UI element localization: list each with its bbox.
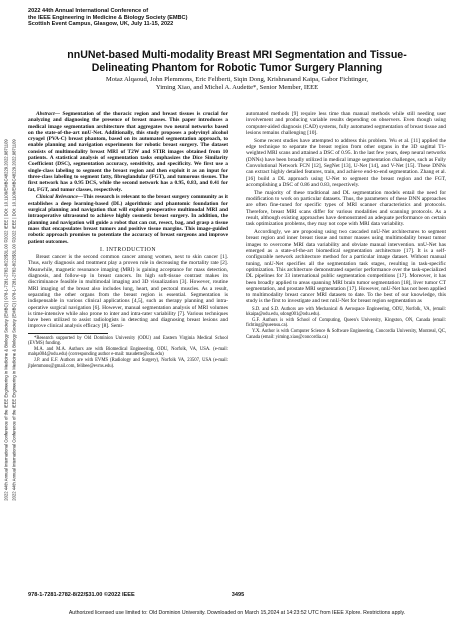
footnote: Y.X. Author is with Computer Science & Software Engineering, Concordia University, Montreal, QC, Canada (email: yiming.xiao@concordia.ca) [246,329,446,340]
copyright-line: 978-1-7281-2782-8/22/$31.00 ©2022 IEEE [28,592,135,598]
author-line: Motaz Alqaoud, John Plemmons, Eric Feliberti, Siqin Dong, Krishnanand Kaipa, Gabor Fichtinger, [105,76,369,83]
conference-line: Scottish Event Campus, Glasgow, UK, July 11-15, 2022 [28,21,174,28]
body-paragraph: Breast cancer is the second common cancer among women, next to skin cancer [1]. Thus, early diagnosis and treatment play a proven role in decreasing the mortality rate [2]. Meanwhile, magnetic resonance imaging (MRI) is gaining acceptance for mass detection, diagnosis, and follow-up in breast cancers. Its high soft-tissue contrast makes its discriminance feasible in multimodal imaging and 3D visualization [3]. However, routine MRI imaging of the breast also includes lung, heart, and pectoral muscles. As a result, separating the other organs from the breast region is essential. Segmentation is indispensable in various clinical applications [4,5], such as therapy planning and intra-operative surgical navigation [6]. However, manual segmentation analysis of MRI volumes is time-intensive while also prone to inter and intra-rater variability [7]. Various techniques have been utilized to assist radiologists in detecting and diagnosing breast lesions and improve clinical analysis efficacy [8]. Semi- [28,254,228,330]
abstract-text: Segmentation of the thoracic region and breast tissues is crucial for analyzing and diagnosing the presence of breast masses. This paper introduces a medical image segmentation architecture that aggregates two neural networks based on the state-of-the-art nnU-Net. Additionally, this study proposes a polyvinyl alcohol cryogel (PVA-C) breast phantom, based on its automated segmentation approach, to enable planning and navigation experiments for robotic breast surgery. The dataset consists of multimodality breast MRI of T2W and STIR images obtained from 10 patients. A statistical analysis of segmentation tasks emphasizes the Dice Similarity Coefficient (DSC), segmentation accuracy, sensitivity, and specificity. We first use a single-class labeling to segment the breast region and then exploit it as an input for three-class labeling to segment fatty, fibroglandular (FGT), and tumorous tissues. The first network has a 0.95 DCS, while the second network has a 0.95, 0.83, and 0.41 for fat, FGT, and tumor classes, respectively. [28,111,228,193]
title-line: nnUNet-based Multi-modality Breast MRI Segmentation and Tissue- [67,49,407,61]
body-paragraph: The majority of these traditional and DL segmentation models entail the need for modification to work on particular datasets. Thus, the parameters of these DNN approaches are often fine-tuned for specific types of MRI scanner characteristics and protocols. Therefore, breast MRI scans differ for various modalities and scanning protocols. As a result, although existing approaches have demonstrated an adequate performance on certain task optimization problems, they may not cope with MRI data variability. [246,189,446,228]
paper-title [26,49,448,75]
right-column [246,111,446,340]
footnote: M.A. and M.A. Authors are with Biomedical Engineering, ODU, Norfolk, VA, USA. (e-mail: malqa004@odu.edu) (corresponding author e-mail: maudette@odu.edu) [28,346,228,358]
footnote-rule [28,333,108,334]
section-heading: I. INTRODUCTION [99,246,157,253]
abstract [28,111,228,193]
conference-line: 2022 44th Annual International Conference of [28,8,149,14]
license-notice: Authorized licensed use limited to: Old Dominion University. Downloaded on March 15,2024 at 14:23:52 UTC from IEEE Xplore. Restrictions apply. [68,610,406,616]
body-paragraph: Some recent studies have attempted to address this problem. Wu et al. [11] applied the edge technique to separate the breast region from other organs in the 3D sagittal T1-weighted MRI scans and attained a DSC of 0.95. In the last few years, deep neural networks (DNNs) have been broadly utilized in medical image segmentation challenges, such as Fully Convolutional Network FCN [12], SegNet [13], U-Net [14], and V-Net [15]. These DNNs can extract highly detailed features, train, and achieve end-to-end segmentation. Zhang et al. [16] build a DL approach using U-Net to segment the breast region and the FGT, accomplishing a DSC of 0.86 and 0.83, respectively. [246,137,446,188]
left-column [28,111,228,369]
conference-line: the IEEE Engineering in Medicine & Biology Society (EMBC) [28,14,188,21]
footnotes [28,336,228,370]
footnote: J.P. and E.F. Authors are with EVMS (Radiology and Surgery), Norfolk VA, 23507, USA (e-mail: jlplemmons@gmail.com, felibee@evms.edu). [28,358,228,369]
body-paragraph: automated methods [9] require less time than manual methods while still needing user involvement and producing variable results depending on observers. Even though using computer-aided diagnosis (CAD) systems, fully automated segmentation of breast tissue and lesions remains challenging [10]. [246,111,446,136]
footnotes [246,307,446,341]
footnote: G.F. Authors is with School of Computing, Queen's University, Kingston, ON, Canada (email: fichting@queensu.ca). [246,317,446,329]
footnote: *Research supported by Old Dominion University (ODU) and Eastern Virginia Medical School (EVMS) funding. [28,335,228,347]
author-list [40,76,434,92]
clinical-label: Clinical Relevance— [36,194,84,201]
footnote: S.D. and S.D. Authors are with Mechanical & Aerospace Engineering, ODU, Norfolk, VA, (email: kkaipa@odu.edu, sdong001@odu.edu). [246,306,446,318]
sidebar-text: 2022 44th Annual International Conference of the IEEE Engineering in Medicine & Biology Society (EMBC) | 978-1-7281-2782-8/22/$31.00 ©2022 IEEE | DOI: 10.1109/EMBC48229.2022.9871109 [11,139,17,501]
page-number: 3495 [231,592,245,598]
clinical-relevance [28,194,228,244]
abstract-label: Abstract— [36,111,60,117]
body-paragraph: Accordingly, we are proposing using two cascaded nnU-Net architectures to segment breast region and inner breast tissue and tumor masses using multimodality breast tumor images to overcome MRI data variability and obviate manual intervention. nnU-Net has emerged as a state-of-the-art biomedical segmentation architecture [17]. It is a self-configurable network architecture method for a particular image dataset. Without manual tuning, nnU-Net specifies all the segmentation task stages, resulting in task-specific optimization. This architecture demonstrated superior performance over the task-specialized DL pipelines for 33 international public segmentation competitions [17]. Moreover, it has been broadly applied to areas spanning MRI brain tumor segmentation [18], liver tumor CT segmentation, and prostate MRI segmentation [17]. However, nnU-Net has not been applied to multimodality breast cancer MRI datasets to date. To the best of our knowledge, this study is the first to investigate and test nnU-Net for breast region segmentation as [246,229,446,305]
conference-header [28,8,448,28]
clinical-text: This research is relevant to the breast surgery community as it establishes a deep learning-based (DL) algorithmic and phantomic foundation for surgical planning and navigation that will exploit preoperative multimodal MRI and intraoperative ultrasound to achieve highly cosmetic breast surgery. In addition, the planning and navigation will guide a robot that can cut, resect, bag, and grasp a tissue mass that encapsulates breast tumors and positive tissue margins. This image-guided robotic approach promises to potentiate the accuracy of breast surgeons and improve patient outcomes. [28,194,228,245]
sidebar-text: 2022 44th Annual International Conference of the IEEE Engineering in Medicine & Biology Society (EMBC) | 978-1-7281-2782-8/22/$31.00 ©2022 IEEE | DOI: 10.1109/EMBC48229.2022.9871109 [3,139,9,501]
title-line: Delineating Phantom for Robotic Tumor Surgery Planning [91,62,383,74]
doi-sidebar [1,40,19,600]
author-line: Yiming Xiao, and Michel A. Audette*, Senior Member, IEEE [155,84,319,92]
